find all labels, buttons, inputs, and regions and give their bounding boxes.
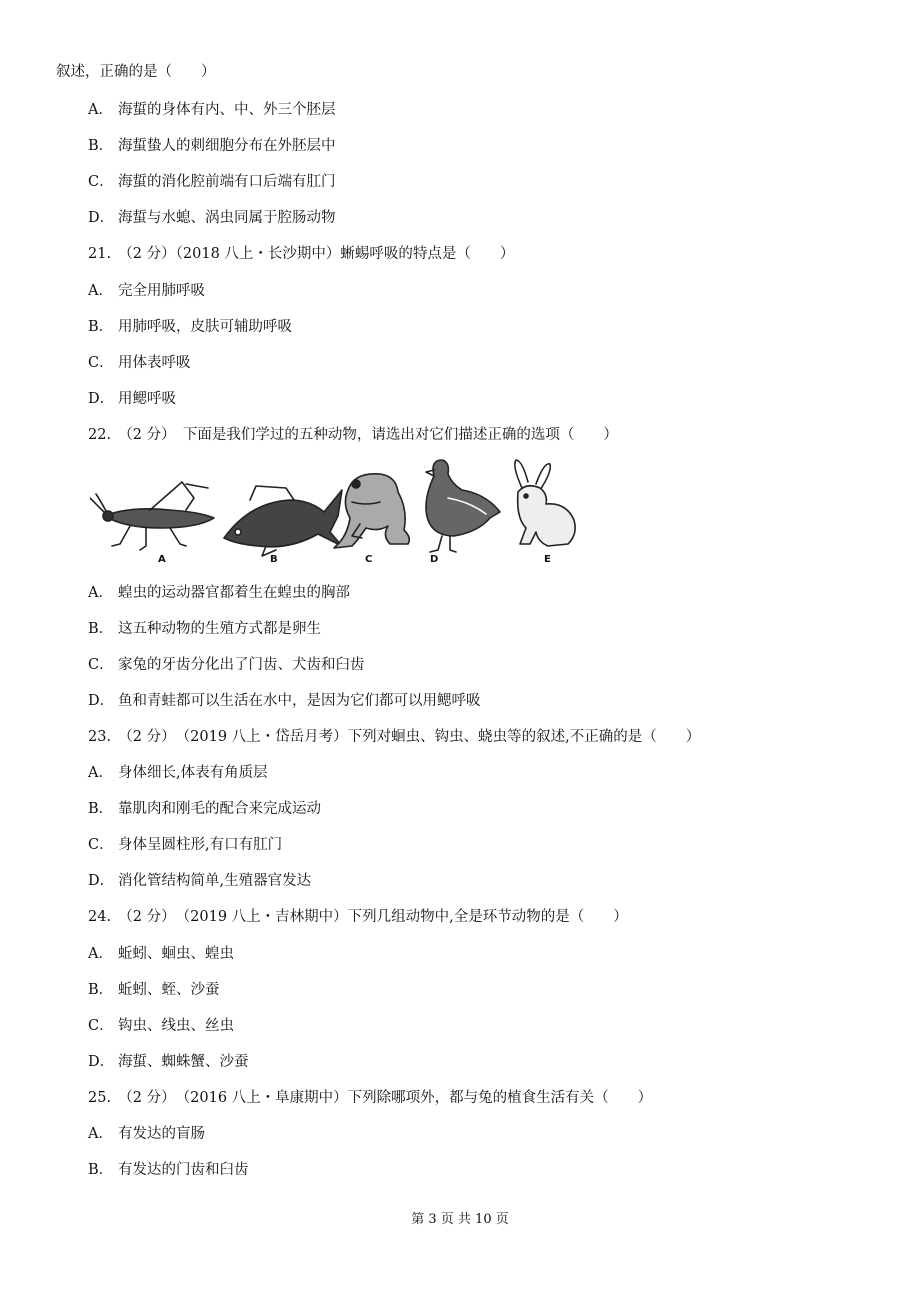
option-letter: B． [88,319,114,335]
q24-stem: 24. （2 分） （2019 八上・吉林期中）下列几组动物中,全是环节动物的是（ ） [88,909,628,925]
q22-option-d[interactable] [88,691,481,711]
option-letter: B． [88,138,114,154]
option-text: 身体细长,体表有角质层 [118,765,268,781]
option-letter: B． [88,801,114,817]
q24-option-c[interactable] [88,1016,234,1036]
q24-option-d[interactable] [88,1052,249,1072]
q23-option-c[interactable] [88,835,282,855]
frog-icon [334,474,409,548]
option-text: 蝗虫的运动器官都着生在蝗虫的胸部 [118,585,350,601]
q23-option-a[interactable] [88,763,268,783]
option-letter: A． [88,585,113,601]
option-text: 消化管结构简单,生殖器官发达 [118,873,312,889]
q20-option-a[interactable] [88,100,336,120]
option-text: 蚯蚓、蛔虫、蝗虫 [118,946,234,962]
option-text: 海蜇与水螅、涡虫同属于腔肠动物 [118,210,336,226]
q23-option-b[interactable] [88,799,321,819]
option-text: 有发达的门齿和臼齿 [118,1162,249,1178]
option-text: 靠肌肉和刚毛的配合来完成运动 [118,801,321,817]
option-letter: C． [88,657,114,673]
option-text: 用肺呼吸，皮肤可辅助呼吸 [118,319,292,335]
option-letter: C． [88,355,114,371]
option-text: 这五种动物的生殖方式都是卵生 [118,621,321,637]
q21-stem: 21. （2 分）（2018 八上・长沙期中）蜥蜴呼吸的特点是（ ） [88,246,515,262]
option-letter: D． [88,693,115,709]
q24-option-b[interactable] [88,980,220,1000]
option-text: 海蜇、蜘蛛蟹、沙蚕 [118,1054,249,1070]
q20-option-d[interactable] [88,208,336,228]
option-text: 家兔的牙齿分化出了门齿、犬齿和臼齿 [118,657,365,673]
option-text: 用体表呼吸 [118,355,191,371]
option-letter: A． [88,765,113,781]
option-letter: A． [88,283,113,299]
option-text: 鱼和青蛙都可以生活在水中，是因为它们都可以用鳃呼吸 [118,693,481,709]
q22-option-a[interactable] [88,583,350,603]
q22-option-c[interactable] [88,655,365,675]
figure-label-a: A [158,554,166,565]
option-text: 完全用肺呼吸 [118,283,205,299]
option-letter: A． [88,1126,113,1142]
option-letter: D． [88,391,115,407]
option-text: 蚯蚓、蛭、沙蚕 [118,982,220,998]
q24-option-a[interactable] [88,944,234,964]
figure-label-d: D [430,554,439,565]
five-animals-figure [90,458,580,570]
q20-stem-continuation: 叙述，正确的是（ ） [56,64,216,80]
figure-label-c: C [365,554,373,565]
q22-option-b[interactable] [88,619,321,639]
option-text: 用鳃呼吸 [118,391,176,407]
q20-option-b[interactable] [88,136,336,156]
fish-icon [224,486,342,556]
option-text: 海蜇蛰人的刺细胞分布在外胚层中 [118,138,336,154]
option-letter: D． [88,210,115,226]
page-footer: 第 3 页 共 10 页 [411,1212,509,1227]
option-letter: B． [88,982,114,998]
q21-option-b[interactable] [88,317,292,337]
rabbit-icon [515,460,575,546]
q21-option-d[interactable] [88,389,176,409]
option-letter: C． [88,1018,114,1034]
figure-label-e: E [544,554,551,565]
figure-label-b: B [270,554,278,565]
q23-stem: 23. （2 分） （2019 八上・岱岳月考）下列对蛔虫、钩虫、蛲虫等的叙述,不正确的是（ ） [88,729,701,745]
q21-option-a[interactable] [88,281,205,301]
option-letter: C． [88,174,114,190]
option-letter: B． [88,1162,114,1178]
option-text: 海蜇的消化腔前端有口后端有肛门 [118,174,336,190]
q21-option-c[interactable] [88,353,191,373]
option-letter: C． [88,837,114,853]
q23-option-d[interactable] [88,871,311,891]
option-text: 海蜇的身体有内、中、外三个胚层 [118,102,336,118]
option-letter: B． [88,621,114,637]
option-letter: D． [88,1054,115,1070]
q25-option-b[interactable] [88,1160,249,1180]
option-text: 身体呈圆柱形,有口有肛门 [118,837,283,853]
grasshopper-icon [90,482,214,550]
option-letter: A． [88,102,113,118]
pigeon-icon [426,460,500,552]
option-letter: D． [88,873,115,889]
q20-option-c[interactable] [88,172,336,192]
option-letter: A． [88,946,113,962]
q22-stem: 22. （2 分） 下面是我们学过的五种动物，请选出对它们描述正确的选项（ ） [88,427,618,443]
option-text: 有发达的盲肠 [118,1126,205,1142]
q25-option-a[interactable] [88,1124,205,1144]
option-text: 钩虫、线虫、丝虫 [118,1018,234,1034]
q25-stem: 25. （2 分） （2016 八上・阜康期中）下列除哪项外，都与兔的植食生活有关（ ） [88,1090,653,1106]
